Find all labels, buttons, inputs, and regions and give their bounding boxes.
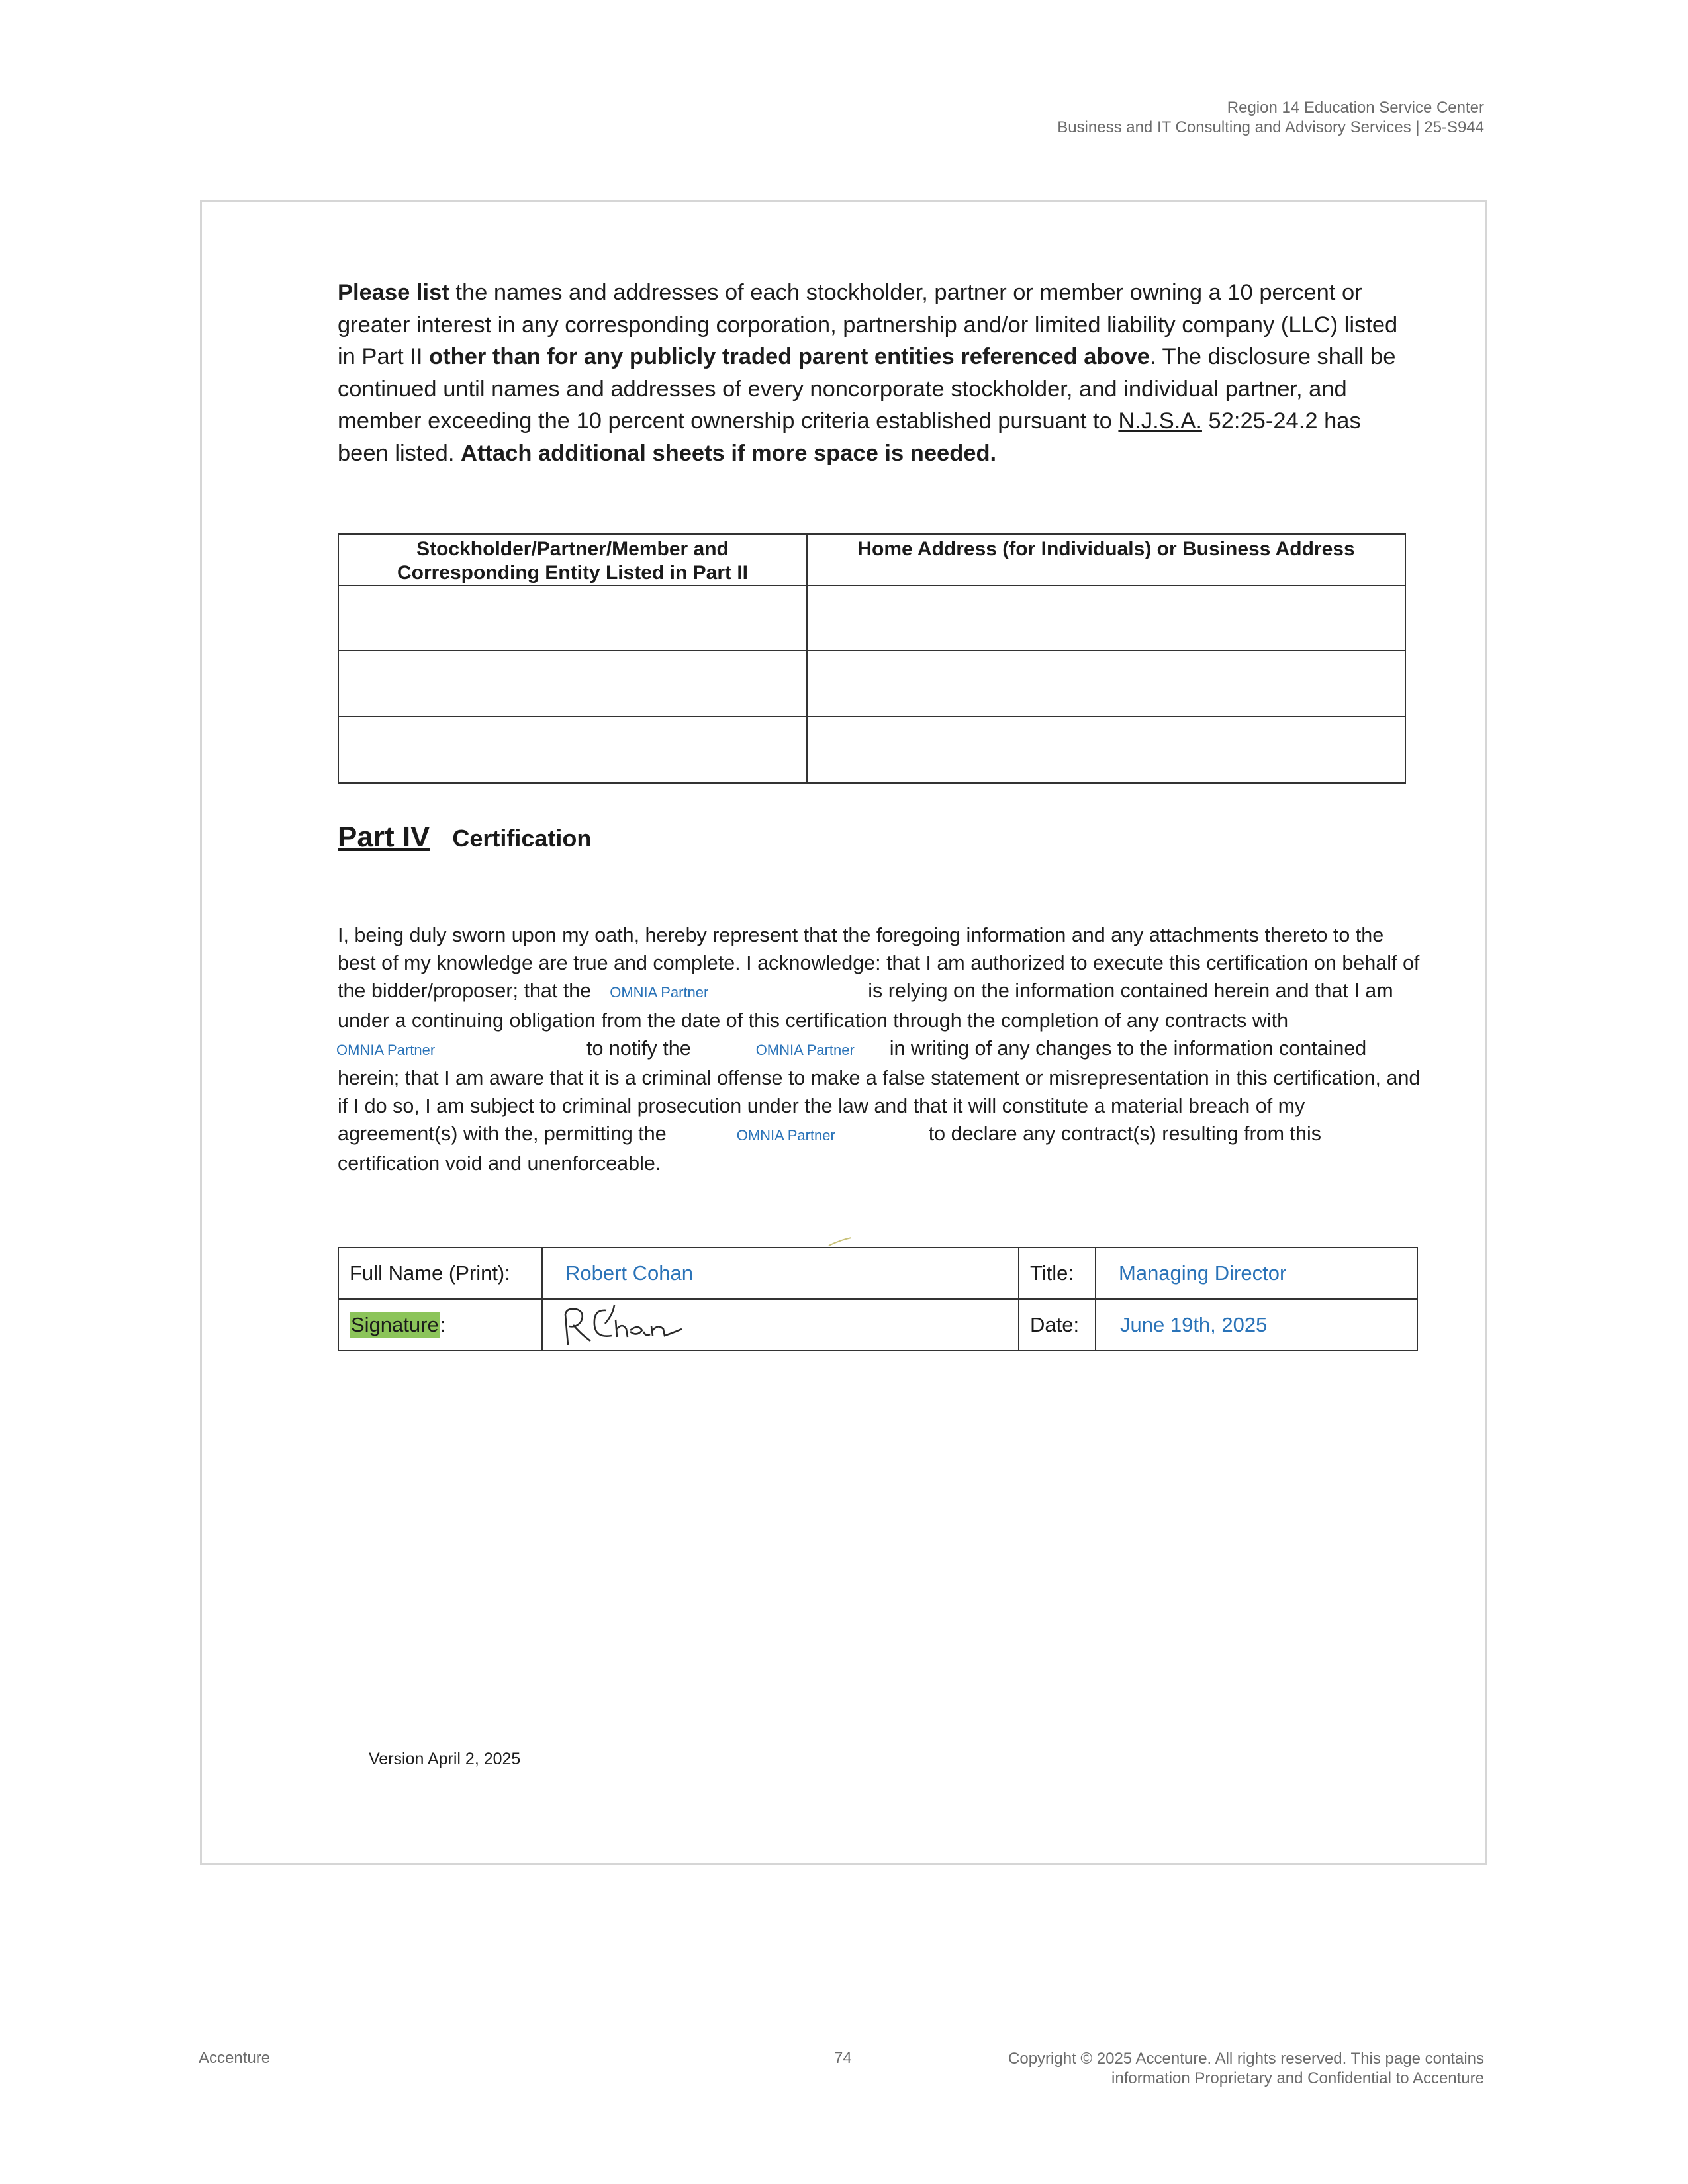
- footer-company: Accenture: [199, 2049, 271, 2067]
- table-row: [338, 586, 1405, 651]
- title-field[interactable]: Managing Director: [1096, 1248, 1417, 1299]
- date-field[interactable]: June 19th, 2025: [1096, 1299, 1417, 1351]
- signature-row-name: [338, 1248, 1417, 1299]
- signature-label-cell: [338, 1299, 542, 1351]
- handwritten-signature-icon: [559, 1300, 731, 1350]
- cert-text-5: to declare any contract(s) resulting from this certification void and unenforceable.: [338, 1122, 1321, 1175]
- full-name-field[interactable]: Robert Cohan: [542, 1248, 1019, 1299]
- cert-text-3: to notify the: [586, 1037, 691, 1060]
- cert-text-1: I, being duly sworn upon my oath, hereby represent that the foregoing information and any attachments thereto to the best of my knowledge are true and complete. I acknowledge: that I am authorized to execute this certification on behalf of the bidder/proposer; that the: [338, 924, 1420, 1002]
- header-project: Business and IT Consulting and Advisory Services | 25-S944: [1057, 118, 1484, 136]
- page-header: [1057, 98, 1484, 138]
- cert-text-2: is relying on the information contained herein and that I am under a continuing obligation from the date of this certification through the completion of any contracts with: [338, 979, 1393, 1032]
- full-name-label: Full Name (Print):: [338, 1248, 542, 1299]
- address-cell[interactable]: [807, 586, 1405, 651]
- stockholder-table: [338, 533, 1406, 784]
- signature-colon: :: [440, 1313, 446, 1336]
- part-number: Part IV: [338, 821, 430, 853]
- cert-text-4: in writing of any changes to the information contained herein; that I am aware that it is a criminal offense to make a false statement or misrepresentation in this certification, and if I do so, I am subject to criminal prosecution under the law and that it will constitute a material breach of my agreement(s) with the, permitting the: [338, 1037, 1421, 1145]
- agency-fill-field[interactable]: OMNIA Partner: [755, 1042, 855, 1058]
- address-cell[interactable]: [807, 651, 1405, 717]
- footer-copyright: Copyright © 2025 Accenture. All rights reserved. This page contains information Proprietary and Confidential to Accenture: [1008, 2050, 1484, 2087]
- column-header-stockholder: Stockholder/Partner/Member and Corresponding Entity Listed in Part II: [338, 534, 807, 586]
- address-cell[interactable]: [807, 717, 1405, 783]
- intro-statute: N.J.S.A.: [1118, 408, 1202, 433]
- date-label: Date:: [1019, 1299, 1096, 1351]
- intro-paragraph: [338, 277, 1410, 469]
- signature-row-sign: [338, 1299, 1417, 1351]
- pen-mark-icon: [827, 1235, 854, 1248]
- page-number: 74: [834, 2049, 852, 2067]
- agency-fill-field[interactable]: OMNIA Partner: [610, 984, 709, 1001]
- stockholder-cell[interactable]: [338, 651, 807, 717]
- certification-paragraph: [338, 921, 1423, 1177]
- column-header-address: Home Address (for Individuals) or Business Address: [807, 534, 1405, 586]
- agency-fill-field[interactable]: OMNIA Partner: [336, 1042, 436, 1058]
- stockholder-cell[interactable]: [338, 586, 807, 651]
- header-org: Region 14 Education Service Center: [1227, 99, 1484, 116]
- intro-text-1: the names and addresses of each stockholder, partner or member owning a 10 percent or greater interest in any corresponding corporation, partnership and/or limited liability company (LLC) listed in Part II: [338, 280, 1398, 369]
- intro-bold-2: Attach additional sheets if more space is needed.: [461, 440, 997, 466]
- intro-bold-1: other than for any publicly traded parent entities referenced above: [429, 344, 1150, 369]
- table-header-row: [338, 534, 1405, 586]
- part-title: Certification: [452, 825, 592, 852]
- intro-text-2: . The disclosure shall be continued until names and addresses of every noncorporate stockholder, and individual partner, and member exceeding the 10 percent ownership criteria established pursuant to: [338, 344, 1396, 433]
- version-label: Version April 2, 2025: [369, 1750, 521, 1768]
- signature-table: [338, 1247, 1418, 1351]
- table-row: [338, 717, 1405, 783]
- part-iv-heading: [338, 821, 591, 854]
- signature-field[interactable]: [542, 1299, 1019, 1351]
- signature-label: Signature: [351, 1313, 439, 1336]
- intro-lead: Please list: [338, 280, 449, 305]
- table-row: [338, 651, 1405, 717]
- agency-fill-field[interactable]: OMNIA Partner: [736, 1127, 835, 1144]
- title-label: Title:: [1019, 1248, 1096, 1299]
- stockholder-cell[interactable]: [338, 717, 807, 783]
- intro-text-3: 52:25-24.2 has been listed.: [338, 408, 1361, 466]
